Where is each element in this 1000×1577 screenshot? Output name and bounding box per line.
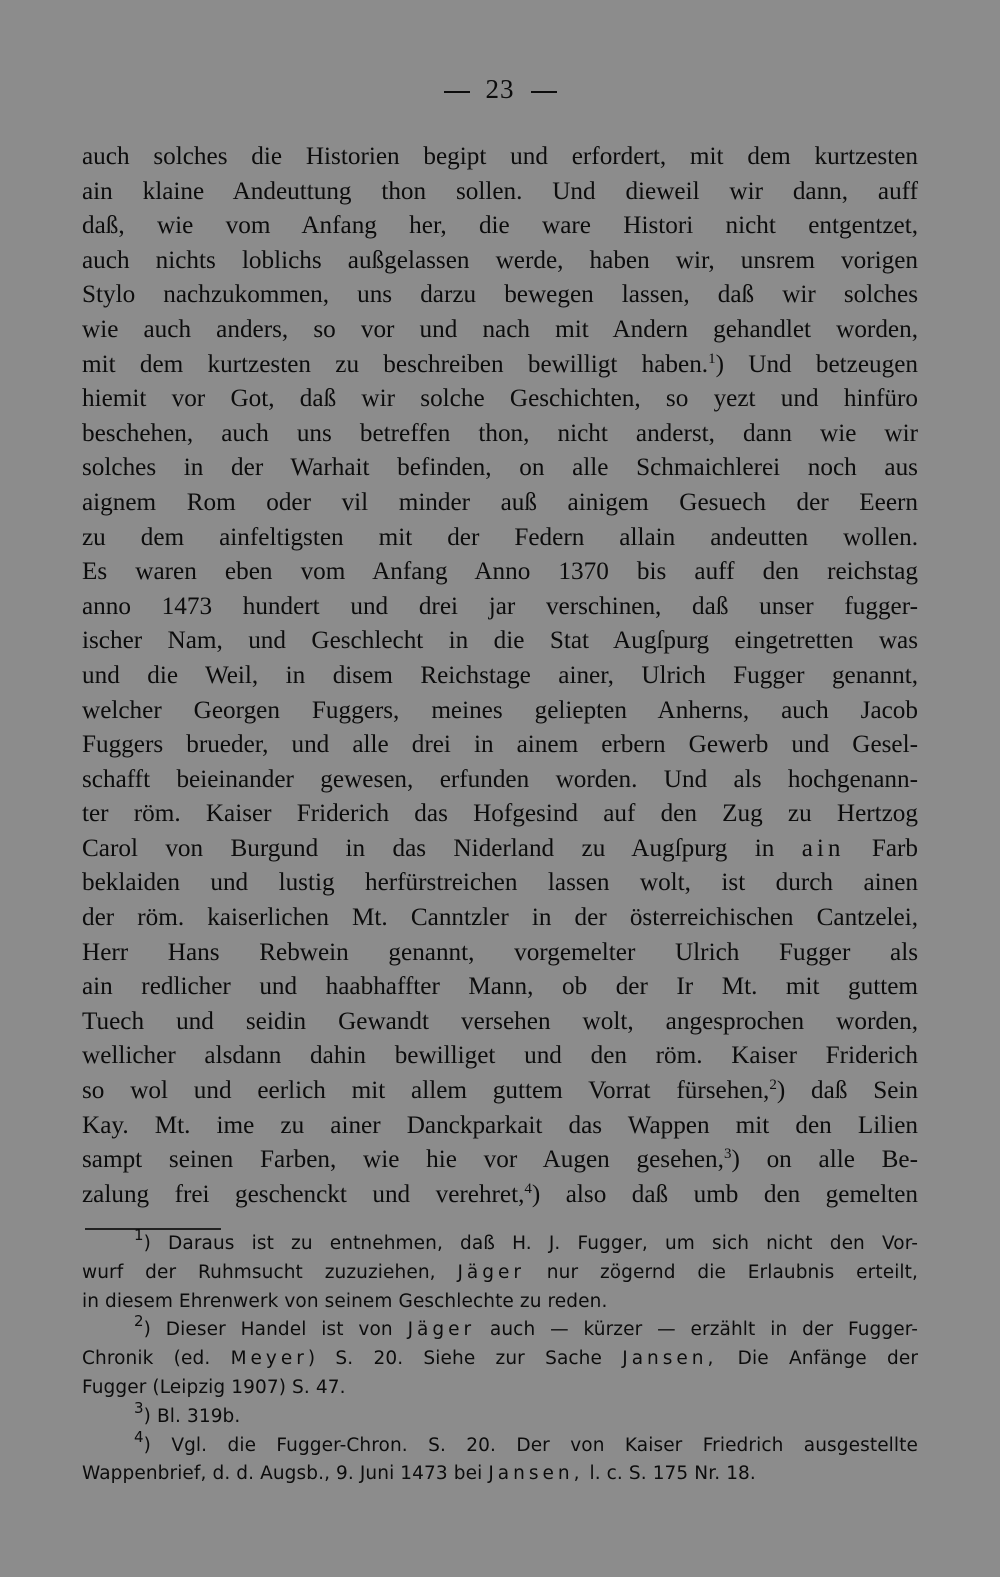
footnote-2-line: Fugger (Leipzig 1907) S. 47.	[82, 1376, 346, 1398]
footnote-text: ) Dieser Handel ist von	[143, 1319, 393, 1341]
body-line: beschehen, auch uns betreffen thon, nicht anderst, dann wie wir	[82, 419, 918, 447]
body-line: wie auch anders, so vor und nach mit Andern gehandlet worden,	[82, 315, 918, 343]
body-line: Fuggers brueder, und alle drei in ainem erbern Gewerb und Gesel-	[82, 731, 918, 759]
body-line: Herr Hans Rebwein genannt, vorgemelter Ulrich Fugger als	[82, 938, 918, 966]
body-line: wellicher alsdann dahin bewilliget und den röm. Kaiser Friderich	[82, 1042, 918, 1070]
footnote-4-marker: 4	[134, 1427, 144, 1446]
footnote-spaced-name: Meyer	[230, 1348, 308, 1370]
footnotes	[82, 1226, 919, 1489]
footnote-spaced-name: Jansen,	[622, 1348, 718, 1370]
body-line: anno 1473 hundert und drei jar verschinen, daß unser fugger-	[82, 592, 918, 620]
body-line: ain redlicher und haabhaffter Mann, ob der Ir Mt. mit guttem	[82, 973, 918, 1001]
footnote-3-marker: 3	[134, 1398, 144, 1417]
body-line: zu dem ainfeltigsten mit der Federn allain andeutten wollen.	[82, 523, 918, 551]
body-line-text: zalung frei geschenckt und verehret,	[82, 1180, 525, 1208]
body-line: auch solches die Historien begipt und erfordert, mit dem kurtzesten	[82, 143, 918, 170]
footnote-ref: 1	[708, 350, 716, 367]
body-line-text: Carol von Burgund in das Niderland zu Augſpurg in	[82, 834, 775, 862]
page-number-value: 23	[485, 74, 515, 104]
footnote-ref: 3	[723, 1146, 732, 1163]
footnote-text: wurf der Ruhmsucht zuzuziehen,	[82, 1261, 436, 1283]
footnote-2-line	[82, 1312, 918, 1345]
body-line: Kay. Mt. ime zu ainer Danckparkait das Wappen mit den Lilien	[82, 1111, 918, 1139]
footnote-ref: 4	[524, 1180, 532, 1197]
footnote-2-marker: 2	[134, 1312, 144, 1331]
body-line-text: sampt seinen Farben, wie hie vor Augen gesehen,	[82, 1146, 724, 1174]
footnote-text: auch — kürzer — erzählt in der Fugger-	[489, 1319, 918, 1341]
body-line: hiemit vor Got, daß wir solche Geschichten, so yezt und hinfüro	[82, 385, 918, 413]
footnote-1-marker: 1	[134, 1226, 144, 1244]
page-number-dash-left	[444, 91, 470, 93]
body-line: welcher Georgen Fuggers, meines geliepten Anherns, auch Jacob	[82, 696, 918, 724]
body-line: Es waren eben vom Anfang Anno 1370 bis auff den reichstag	[82, 558, 918, 586]
body-line: der röm. kaiserlichen Mt. Canntzler in der österreichischen Cantzelei,	[82, 904, 918, 932]
footnote-3-line	[82, 1398, 918, 1432]
body-line	[82, 832, 918, 867]
footnote-text: Chronik (ed.	[82, 1348, 211, 1370]
body-text	[82, 140, 918, 1212]
body-line-spaced-word: ain	[801, 834, 845, 862]
body-line	[82, 1143, 918, 1178]
footnote-text: ) Vgl. die Fugger-Chron. S. 20. Der von Kaiser Friedrich ausgestellte	[143, 1434, 918, 1456]
body-line: solches in der Warhait befinden, on alle Schmaichlerei noch aus	[82, 454, 918, 482]
footnote-text: Wappenbrief, d. d. Augsb., 9. Juni 1473 bei	[82, 1463, 483, 1485]
body-line	[82, 1178, 918, 1213]
body-line: auch nichts loblichs außgelassen werde, haben wir, unsrem vorigen	[82, 246, 918, 274]
body-line	[82, 1074, 918, 1109]
footnote-text: Die Anfänge der	[737, 1348, 919, 1370]
body-line-text: Farb	[871, 834, 919, 862]
body-line-text: so wol und eerlich mit allem guttem Vorrat fürsehen,	[82, 1077, 770, 1105]
body-line-text: ) on alle Be-	[731, 1146, 918, 1174]
body-line: Stylo nachzukommen, uns darzu bewegen lassen, daß wir solches	[82, 281, 918, 309]
page-number	[0, 74, 1000, 105]
body-line: aignem Rom oder vil minder auß ainigem Gesuech der Eeern	[82, 488, 918, 516]
body-line-text: ) Und betzeugen	[715, 350, 918, 378]
footnote-text: l. c. S. 175 Nr. 18.	[589, 1463, 756, 1485]
body-line: schafft beieinander gewesen, erfunden worden. Und als hochgenann-	[82, 765, 918, 793]
body-line-text: ) daß Sein	[776, 1077, 918, 1105]
footnote-1-line: in diesem Ehrenwerk von seinem Geschlechte zu reden.	[82, 1290, 608, 1312]
page-number-dash-right	[531, 91, 557, 93]
footnote-spaced-name: Jansen,	[488, 1463, 584, 1485]
footnote-4-line	[82, 1427, 918, 1461]
body-line: ain klaine Andeuttung thon sollen. Und dieweil wir dann, auff	[82, 177, 918, 205]
body-line	[82, 348, 918, 383]
body-line-text: ) also daß umb den gemelten	[531, 1180, 918, 1208]
footnote-ref: 2	[769, 1077, 777, 1094]
body-line: ischer Nam, und Geschlecht in die Stat Augſpurg eingetretten was	[82, 627, 918, 655]
footnote-1-line	[82, 1226, 918, 1259]
footnote-text: ) Bl. 319b.	[143, 1405, 241, 1427]
body-line: Tuech und seidin Gewandt versehen wolt, angesprochen worden,	[82, 1007, 918, 1035]
body-line-text: mit dem kurtzesten zu beschreiben bewilligt haben.	[82, 350, 709, 378]
body-line: ter röm. Kaiser Friderich das Hofgesind auf den Zug zu Hertzog	[82, 800, 918, 828]
body-line: beklaiden und lustig herfürstreichen lassen wolt, ist durch ainen	[82, 869, 918, 897]
footnote-2-line	[82, 1345, 918, 1374]
footnote-spaced-name: Jäger	[457, 1261, 525, 1283]
body-line: und die Weil, in disem Reichstage ainer, Ulrich Fugger genannt,	[82, 661, 918, 689]
footnote-4-line	[82, 1460, 918, 1489]
footnote-spaced-name: Jäger	[407, 1319, 476, 1341]
footnote-text: ) S. 20. Siehe zur Sache	[307, 1348, 602, 1370]
footnote-text: ) Daraus ist zu entnehmen, daß H. J. Fugger, um sich nicht den Vor-	[143, 1233, 918, 1254]
footnote-text: nur zögernd die Erlaubnis erteilt,	[546, 1261, 919, 1283]
body-line: daß, wie vom Anfang her, die ware Histori nicht entgentzet,	[82, 212, 918, 240]
footnote-1-line	[82, 1259, 918, 1288]
